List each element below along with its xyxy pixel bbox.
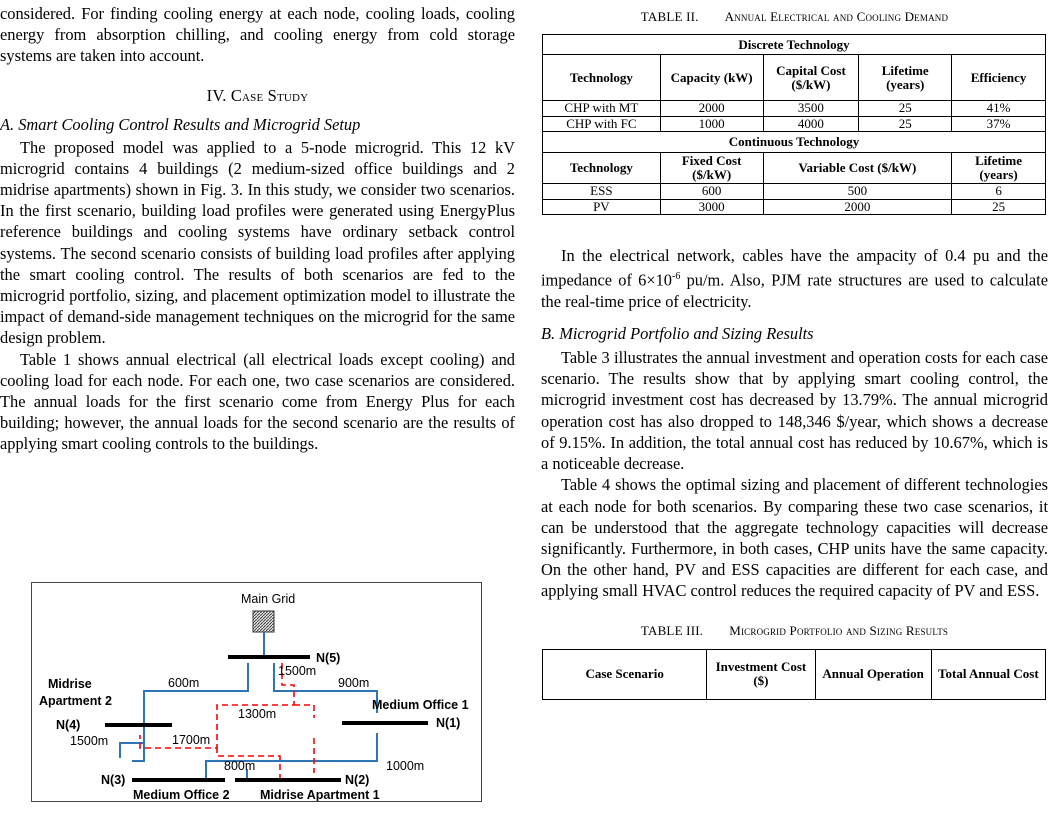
distance-800m: 800m — [224, 759, 256, 773]
midrise-apartment-2-label-line2: Apartment 2 — [39, 694, 112, 708]
table2-caption-title: Annual Electrical and Cooling Demand — [724, 9, 949, 24]
table3 — [542, 649, 1046, 700]
distance-1000m: 1000m — [386, 759, 425, 773]
table3-caption — [541, 623, 1048, 639]
cell: 37% — [952, 116, 1046, 132]
col-header-capacity: Capacity (kW) — [660, 55, 763, 101]
left-column — [0, 0, 515, 455]
cell: CHP with FC — [543, 116, 661, 132]
cell: CHP with MT — [543, 101, 661, 117]
midrise-apartment-2-label-line1: Midrise — [48, 677, 92, 691]
cell: 600 — [660, 184, 763, 200]
paragraph-table1: Table 1 shows annual electrical (all electrical loads except cooling) and cooling load for each node. For each one, two case scenarios are considered. The annual loads for the first scenario come from Energy Plus for each building; however, the annual loads for the second scenario are the results of applying smart cooling controls to the buildings. — [0, 349, 515, 454]
paragraph-model: The proposed model was applied to a 5-node microgrid. This 12 kV microgrid contains 4 buildings (2 medium-sized office buildings and 2 midrise apartments) shown in Fig. 3. In this study, we consider two scenarios. In the first scenario, building load profiles were generated using EnergyPlus reference buildings and cooling systems have ordinary setback control systems. The second scenario consists of building load profiles after applying the smart cooling control. The results of both scenarios are fed to the microgrid portfolio, sizing, and placement optimization model to illustrate the impact of demand-side management techniques on the microgrid for the same design problem. — [0, 137, 515, 348]
col-header-capital-cost: Capital Cost ($/kW) — [763, 55, 859, 101]
col-header-lifetime: Lifetime (years) — [859, 55, 952, 101]
section-heading: IV. Case Study — [206, 85, 309, 105]
paragraph-network — [541, 245, 1048, 312]
col-header-fixed-cost: Fixed Cost ($/kW) — [660, 153, 763, 184]
table-row — [543, 184, 1046, 200]
subsection-b-heading: B. Microgrid Portfolio and Sizing Results — [541, 324, 814, 344]
cell: 2000 — [763, 199, 952, 215]
main-grid-label: Main Grid — [241, 592, 296, 606]
cell: 4000 — [763, 116, 859, 132]
network-text-exponent: -6 — [672, 271, 681, 283]
cell: ESS — [543, 184, 661, 200]
discrete-technology-header: Discrete Technology — [543, 35, 1046, 55]
col-header-case-scenario: Case Scenario — [543, 649, 707, 699]
table-row — [543, 199, 1046, 215]
cell: 25 — [952, 199, 1046, 215]
midrise-apartment-1-label: Midrise Apartment 1 — [260, 788, 380, 801]
distance-1500m-top: 1500m — [278, 664, 317, 678]
node-5-label: N(5) — [316, 651, 341, 665]
col-header-technology-2: Technology — [543, 153, 661, 184]
distance-1300m: 1300m — [238, 707, 277, 721]
cell: 3500 — [763, 101, 859, 117]
network-text-a: In the electrical network, cables have the ampacity of 0.4 pu and the impedance of 6×10 — [541, 246, 1048, 290]
cell: 500 — [763, 184, 952, 200]
table2-caption — [541, 9, 1048, 25]
cell: 25 — [859, 116, 952, 132]
col-header-total-annual-cost: Total Annual Cost — [931, 649, 1045, 699]
node-3-label: N(3) — [101, 773, 126, 787]
table3-caption-number: TABLE III. — [640, 622, 704, 638]
table-row — [543, 101, 1046, 117]
right-column — [541, 0, 1048, 700]
table2 — [542, 34, 1046, 215]
col-header-technology: Technology — [543, 55, 661, 101]
node-1-label: N(1) — [436, 716, 461, 730]
microgrid-diagram — [32, 583, 481, 801]
table3-caption-title: Microgrid Portfolio and Sizing Results — [729, 622, 949, 638]
node-2-label: N(2) — [345, 773, 370, 787]
cell: 2000 — [660, 101, 763, 117]
distance-900m: 900m — [338, 676, 370, 690]
distance-1700m: 1700m — [172, 733, 211, 747]
cell: 25 — [859, 101, 952, 117]
main-grid-icon — [253, 611, 274, 632]
subsection-a-heading: A. Smart Cooling Control Results and Microgrid Setup — [0, 114, 361, 134]
distance-600m: 600m — [168, 676, 200, 690]
col-header-variable-cost: Variable Cost ($/kW) — [763, 153, 952, 184]
cell: 3000 — [660, 199, 763, 215]
paragraph-table4: Table 4 shows the optimal sizing and placement of different technologies at each node for both scenarios. By comparing these two case scenarios, it can be understood that the aggregate technology capacities will decrease significantly. Furthermore, in both cases, CHP units have the same capacity. On the other hand, PV and ESS capacities are different for each case, and applying small HVAC control reduces the required capacity of PV and ESS. — [541, 475, 1048, 601]
table-row — [543, 116, 1046, 132]
cell: 1000 — [660, 116, 763, 132]
continuous-technology-header: Continuous Technology — [543, 132, 1046, 153]
col-header-annual-operation: Annual Operation — [815, 649, 931, 699]
medium-office-2-label: Medium Office 2 — [133, 788, 230, 801]
col-header-lifetime-2: Lifetime (years) — [952, 153, 1046, 184]
col-header-efficiency: Efficiency — [952, 55, 1046, 101]
paragraph-table3: Table 3 illustrates the annual investment and operation costs for each case scenario. The results show that by applying smart cooling control, the microgrid investment cost has decreased by 13.79%. The annual microgrid operation cost has also dropped to 148,346 $/year, which shows a decrease of 9.15%. In addition, the total annual cost has reduced by 10.67%, which is a noticeable decrease. — [541, 348, 1048, 474]
table2-caption-number: TABLE II. — [640, 9, 699, 24]
cell: 41% — [952, 101, 1046, 117]
intro-paragraph: considered. For finding cooling energy at each node, cooling loads, cooling energy from absorption chilling, and cooling energy from cold storage systems are taken into account. — [0, 4, 515, 66]
node-4-label: N(4) — [56, 718, 81, 732]
cell: 6 — [952, 184, 1046, 200]
distance-1500m-left: 1500m — [70, 734, 109, 748]
col-header-investment-cost: Investment Cost ($) — [707, 649, 815, 699]
microgrid-figure — [31, 582, 482, 802]
medium-office-1-label: Medium Office 1 — [372, 698, 469, 712]
network-text-b: pu/m. Also, PJM rate structures are used to calculate the real-time price of electricity. — [541, 270, 1049, 311]
cell: PV — [543, 199, 661, 215]
